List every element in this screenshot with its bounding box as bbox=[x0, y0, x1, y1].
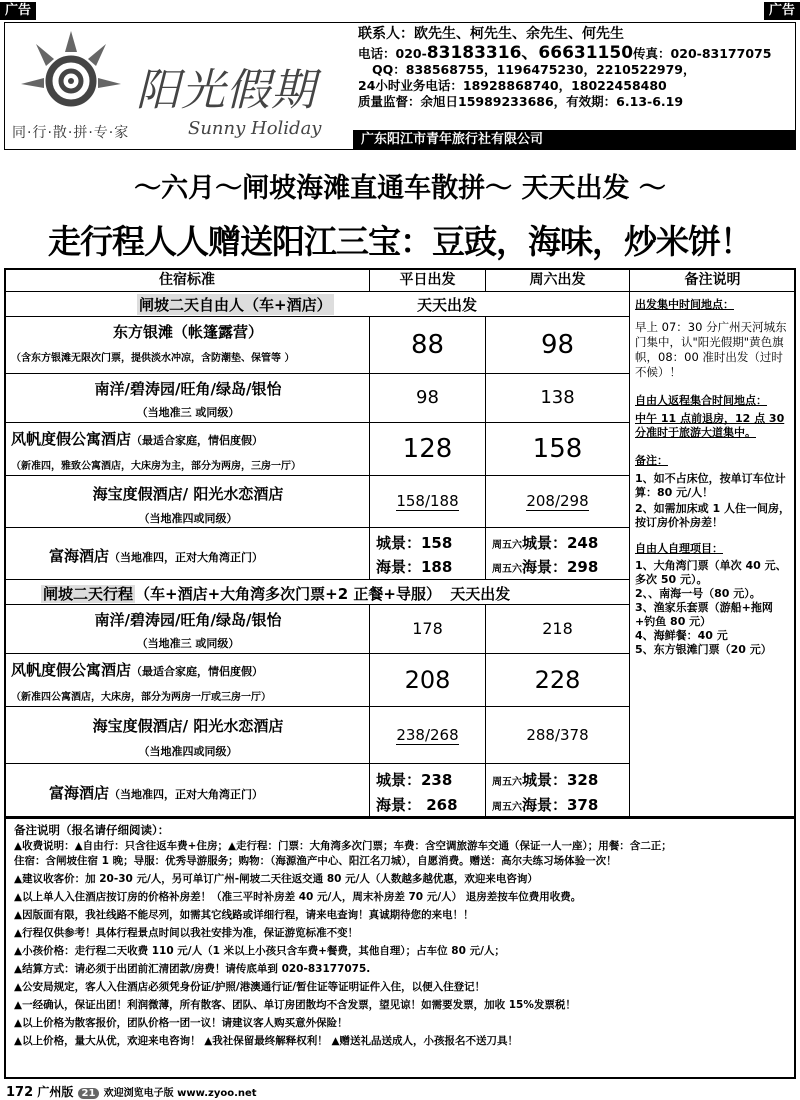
price-saturday-value: 208/298 bbox=[526, 492, 589, 510]
hotel-name-note: （当地准四，正对大角湾正门） bbox=[109, 788, 264, 801]
return-text: 中午 11 点前退房，12 点 30 分准时于旅游大道集中。 bbox=[635, 412, 785, 439]
note-line: ▲公安局规定，客人入住酒店必须凭身份证/护照/港澳通行证/暂住证等证明证件入住，以便入住登记！ bbox=[14, 981, 486, 993]
note-line: ▲结算方式：请必须于出团前汇清团款/房费！请传底单到 020-83177075. bbox=[14, 963, 371, 975]
remark-note-2: 2、如需加床或 1 人住一间房，按订房价补房差！ bbox=[635, 502, 790, 529]
note-line: ▲以上价格，量大从优，欢迎来电咨询！ ▲我社保留最终解释权利！ ▲赠送礼品送成人，小孩报名不送刀具！ bbox=[14, 1035, 519, 1047]
table-row bbox=[4, 527, 370, 580]
price-weekday-value: 158/188 bbox=[396, 492, 459, 510]
logo bbox=[8, 26, 353, 146]
table-row bbox=[4, 653, 370, 707]
col-header-hotel: 住宿标准 bbox=[4, 268, 370, 292]
price-saturday-sea: 海景：298 bbox=[522, 558, 599, 576]
self-pay-5: 5、东方银滩门票（20 元） bbox=[635, 643, 772, 656]
note-line: ▲一经确认，保证出团！利润微薄，所有散客、团队、单订房团散均不含发票，望见谅！如需要发票，加收 15%发票税！ bbox=[14, 999, 576, 1011]
table-row bbox=[4, 316, 370, 374]
price-weekday: 208 bbox=[369, 653, 486, 707]
note-line: ▲小孩价格：走行程二天收费 110 元/人（1 米以上小孩只含车费+餐费，其他自理）；占车位 80 元/人； bbox=[14, 945, 505, 957]
hotel-name-note: （当地准四，正对大角湾正门） bbox=[109, 551, 264, 564]
price-weekday bbox=[369, 706, 486, 764]
price-saturday: 228 bbox=[485, 653, 630, 707]
hotel-name-note: （最适合家庭，情侣度假） bbox=[131, 434, 264, 447]
price-weekday-sea: 海景：188 bbox=[376, 558, 453, 576]
notes-title: 备注说明（报名请仔细阅读）： bbox=[14, 823, 170, 837]
note-line: ▲因版面有限，我社线路不能尽列，如需其它线路或详细行程，请来电查询！真诚期待您的来电！！ bbox=[14, 909, 474, 921]
hotline: 24小时业务电话：18928868740，18022458480 bbox=[358, 78, 667, 93]
note-line: ▲以上价格为散客报价，团队价格一团一议！请建议客人购买意外保险！ bbox=[14, 1017, 348, 1029]
ad-tag-left: 广告 bbox=[0, 2, 36, 20]
return-title: 自由人返程集合时间地点： bbox=[635, 394, 767, 407]
section1-title: 闸坡二天自由人（车+酒店） bbox=[139, 296, 332, 314]
sun-logo-icon bbox=[16, 26, 136, 121]
footer bbox=[6, 1083, 257, 1100]
hotel-name: 富海酒店 bbox=[49, 784, 110, 802]
table-row bbox=[4, 475, 370, 528]
section2-header bbox=[4, 579, 630, 605]
remark-note-1: 1、如不占床位，按单订车位计算：80 元/人！ bbox=[635, 472, 786, 499]
price-weekday: 88 bbox=[369, 316, 486, 374]
col-header-saturday: 周六出发 bbox=[485, 268, 630, 292]
price-saturday bbox=[485, 763, 630, 818]
hotel-name: 海宝度假酒店/ 阳光水恋酒店 bbox=[92, 485, 284, 503]
table-row bbox=[4, 763, 370, 818]
brand-name-cn: 阳光假期 bbox=[136, 65, 316, 116]
weekend-prefix: 周五六 bbox=[492, 802, 522, 813]
badge-icon: 21 bbox=[78, 1088, 100, 1099]
price-weekday-value: 238/268 bbox=[396, 726, 459, 744]
section2-title: 闸坡二天行程 bbox=[43, 585, 134, 603]
brand-name-en: Sunny Holiday bbox=[188, 118, 322, 139]
hotel-name: 风帆度假公寓酒店 bbox=[11, 430, 132, 448]
price-weekday: 128 bbox=[369, 422, 486, 476]
price-weekday bbox=[369, 527, 486, 580]
edition: 广州版 bbox=[37, 1085, 74, 1099]
price-saturday-sea: 海景：378 bbox=[522, 796, 599, 814]
self-pay-4: 4、海鲜餐：40 元 bbox=[635, 629, 728, 642]
price-weekday: 98 bbox=[369, 373, 486, 423]
hotel-name: 海宝度假酒店/ 阳光水恋酒店 bbox=[92, 717, 284, 735]
note-line: ▲以上单人入住酒店按订房的价格补房差！（准三平时补房差 40 元/人，周末补房差 70 元/人） 退房差按车位费用收费。 bbox=[14, 891, 582, 903]
remarks-column bbox=[629, 291, 796, 818]
hotel-sub: （当地准四或同级） bbox=[138, 512, 238, 525]
note-line: ▲建议收客价：加 20-30 元/人，另可单订广州-闸坡二天往返交通 80 元/人（人数越多越优惠，欢迎来电咨询） bbox=[14, 873, 538, 885]
phone-prefix: 电话：020- bbox=[358, 46, 427, 61]
contact-people: 联系人：欧先生、柯先生、余先生、何先生 bbox=[358, 26, 624, 42]
price-weekday-city: 城景：238 bbox=[376, 771, 453, 789]
hotel-sub: （当地准三 或同级） bbox=[136, 637, 240, 650]
table-row bbox=[4, 422, 370, 476]
price-saturday bbox=[485, 527, 630, 580]
price-weekday bbox=[369, 763, 486, 818]
price-saturday: 218 bbox=[485, 604, 630, 654]
hotel-name: 南洋/碧涛园/旺角/绿岛/银怡 bbox=[94, 611, 282, 629]
self-pay-1: 1、大角湾门票（单次 40 元、多次 50 元）。 bbox=[635, 559, 787, 586]
note-line: ▲收费说明：▲自由行：只含往返车费+住房；▲走行程：门票：大角湾多次门票；车费：含空调旅游车交通（保证一人一座）；用餐：含二正； bbox=[14, 840, 672, 852]
weekend-prefix: 周五六 bbox=[492, 777, 522, 788]
hotel-sub: （当地准四或同级） bbox=[138, 745, 238, 758]
supervisor-line: 质量监督：余旭日15989233686，有效期：6.13-6.19 bbox=[358, 94, 684, 109]
hotel-name-note: （最适合家庭，情侣度假） bbox=[131, 665, 264, 678]
phone-main: 83183316、66631150 bbox=[426, 43, 634, 63]
table-row bbox=[4, 604, 370, 654]
hotel-sub: （新准四，雅致公寓酒店，大床房为主，部分为两房，三房一厅） bbox=[11, 461, 301, 472]
price-saturday: 138 bbox=[485, 373, 630, 423]
brand-slogan: 同·行·散·拼·专·家 bbox=[12, 125, 130, 141]
hotel-name: 风帆度假公寓酒店 bbox=[11, 661, 132, 679]
hotel-name: 东方银滩（帐篷露营） bbox=[112, 323, 263, 341]
self-pay-3: 3、渔家乐套票（游船+拖网+钓鱼 80 元） bbox=[635, 601, 773, 628]
col-header-weekday: 平日出发 bbox=[369, 268, 486, 292]
price-weekday-city: 城景：158 bbox=[376, 534, 453, 552]
notes-block bbox=[4, 817, 796, 1079]
section1-header bbox=[4, 291, 630, 317]
qq-line: QQ：838568755，1196475230，2210522979， bbox=[372, 62, 696, 77]
fax: 传真：020-83177075 bbox=[633, 46, 772, 61]
footer-text[interactable]: 欢迎浏览电子版 www.zyoo.net bbox=[103, 1088, 257, 1099]
self-pay-title: 自由人自理项目： bbox=[635, 542, 723, 555]
self-pay-2: 2、、南海一号（80 元）。 bbox=[635, 587, 761, 600]
price-saturday-city: 城景：328 bbox=[522, 771, 599, 789]
page-number: 172 bbox=[6, 1085, 34, 1100]
section1-depart: 天天出发 bbox=[417, 296, 478, 314]
hotel-name: 富海酒店 bbox=[49, 547, 110, 565]
weekend-prefix: 周五六 bbox=[492, 564, 522, 575]
table-row bbox=[4, 373, 370, 423]
gift-title: 走行程人人赠送阳江三宝：豆豉，海味，炒米饼！ bbox=[48, 222, 752, 261]
price-weekday: 178 bbox=[369, 604, 486, 654]
price-saturday: 158 bbox=[485, 422, 630, 476]
hotel-sub: （新准四公寓酒店，大床房，部分为两房一厅或三房一厅） bbox=[11, 692, 271, 703]
price-weekday-sea: 海景： 268 bbox=[376, 796, 458, 814]
price-saturday-city: 城景：248 bbox=[522, 534, 599, 552]
gather-title: 出发集中时间地点： bbox=[635, 298, 734, 311]
hotel-sub: （含东方银滩无限次门票，提供淡水冲凉，含防潮垫、保管等 ） bbox=[11, 353, 295, 364]
weekend-prefix: 周五六 bbox=[492, 540, 522, 551]
table-row bbox=[4, 706, 370, 764]
gather-text: 早上 07：30 分广州天河城东门集中，认"阳光假期"黄色旗帜，08：00 准时出发（过时不候）！ bbox=[635, 320, 787, 379]
note-line: 住宿：含闸坡住宿 1 晚；导服：优秀导游服务；购物：（海源渔产中心、阳江名刀城），自愿消费。赠送：高尔夫练习场体验一次！ bbox=[14, 855, 617, 867]
hotel-name: 南洋/碧涛园/旺角/绿岛/银怡 bbox=[94, 380, 282, 398]
contact-block bbox=[358, 26, 794, 110]
price-saturday: 98 bbox=[485, 316, 630, 374]
section2-detail: （车+酒店+大角湾多次门票+2 正餐+导服） bbox=[135, 585, 441, 603]
main-title: ～六月～闸坡海滩直通车散拼～ 天天出发 ～ bbox=[134, 173, 666, 204]
hotel-sub: （当地准三 或同级） bbox=[136, 406, 240, 419]
company-bar: 广东阳江市青年旅行社有限公司 bbox=[353, 130, 795, 150]
note-line: ▲行程仅供参考！具体行程景点时间以我社安排为准，保证游览标准不变！ bbox=[14, 927, 359, 939]
ad-tag-right: 广告 bbox=[764, 2, 800, 20]
notes-title: 备注： bbox=[635, 454, 668, 467]
price-weekday bbox=[369, 475, 486, 528]
section2-depart: 天天出发 bbox=[450, 585, 511, 603]
col-header-remarks: 备注说明 bbox=[629, 268, 796, 292]
price-saturday bbox=[485, 475, 630, 528]
price-saturday: 288/378 bbox=[485, 706, 630, 764]
